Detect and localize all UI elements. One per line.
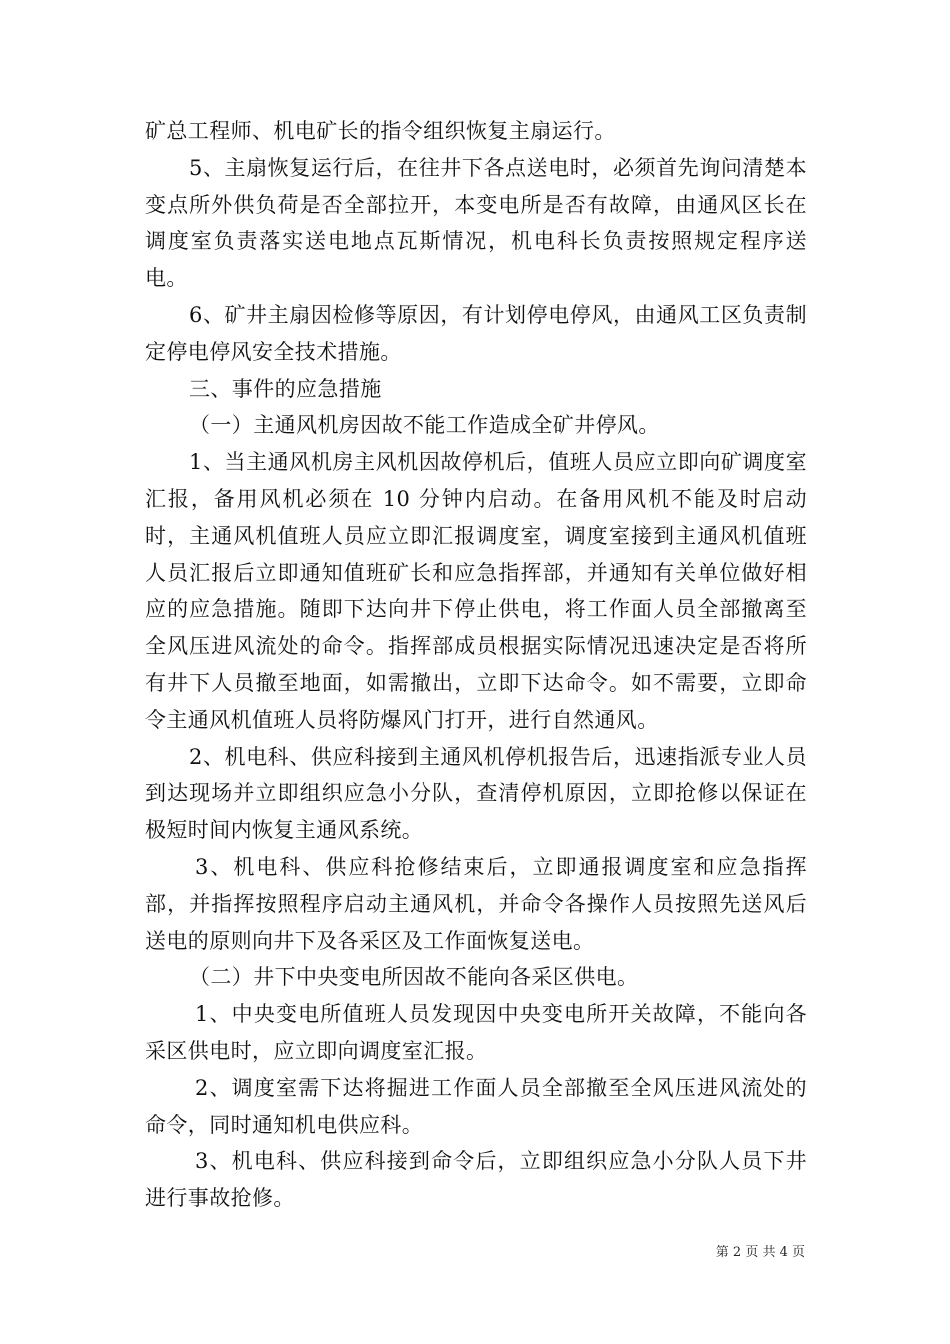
paragraph-continuation: 矿总工程师、机电矿长的指令组织恢复主扇运行。 bbox=[145, 119, 616, 143]
page-number: 第 2 页 共 4 页 bbox=[715, 1245, 805, 1260]
subsection-heading-2: （二）井下中央变电所因故不能向各采区供电。 bbox=[189, 965, 639, 990]
subsection-heading-1: （一）主通风机房因故不能工作造成全矿井停风。 bbox=[189, 413, 660, 438]
paragraph-sub2-item-3: 3、机电科、供应科接到命令后，立即组织应急小分队人员下井进行事故抢修。 bbox=[145, 1149, 807, 1211]
paragraph-sub1-item-3: 3、机电科、供应科抢修结束后，立即通报调度室和应急指挥部，并指挥按照程序启动主通风机，并命令各操作人员按照先送风后送电的原则向井下及各采区及工作面恢复送电。 bbox=[145, 854, 807, 953]
paragraph-item-5: 5、主扇恢复运行后，在往井下各点送电时，必须首先询问清楚本变点所外供负荷是否全部拉开，本变电所是否有故障，由通风区长在调度室负责落实送电地点瓦斯情况，机电科长负责按照规定程序送电。 bbox=[145, 155, 807, 291]
paragraph-sub1-item-2: 2、机电科、供应科接到主通风机停机报告后，迅速指派专业人员到达现场并立即组织应急小分队，查清停机原因，立即抢修以保证在极短时间内恢复主通风系统。 bbox=[145, 744, 807, 843]
paragraph-item-6: 6、矿井主扇因检修等原因，有计划停电停风，由通风工区负责制定停电停风安全技术措施。 bbox=[145, 302, 807, 364]
paragraph-sub1-item-1: 1、当主通风机房主风机因故停机后，值班人员应立即向矿调度室汇报，备用风机必须在 10 分钟内启动。在备用风机不能及时启动时，主通风机值班人员应立即汇报调度室，调度室接到主通风机值班人员汇报后立即通知值班矿长和应急指挥部，并通知有关单位做好相应的应急措施。随即下达向井下停止供电，将工作面人员全部撤离至全风压进风流处的命令。指挥部成员根据实际情况迅速决定是否将所有井下人员撤至地面，如需撤出，立即下达命令。如不需要，立即命令主通风机值班人员将防爆风门打开，进行自然通风。 bbox=[145, 450, 807, 732]
paragraph-sub2-item-2: 2、调度室需下达将掘进工作面人员全部撤至全风压进风流处的命令，同时通知机电供应科。 bbox=[145, 1075, 807, 1137]
section-heading-3: 三、事件的应急措施 bbox=[189, 376, 382, 401]
document-body bbox=[145, 113, 807, 1217]
paragraph-sub2-item-1: 1、中央变电所值班人员发现因中央变电所开关故障，不能向各采区供电时，应立即向调度室汇报。 bbox=[145, 1002, 807, 1063]
